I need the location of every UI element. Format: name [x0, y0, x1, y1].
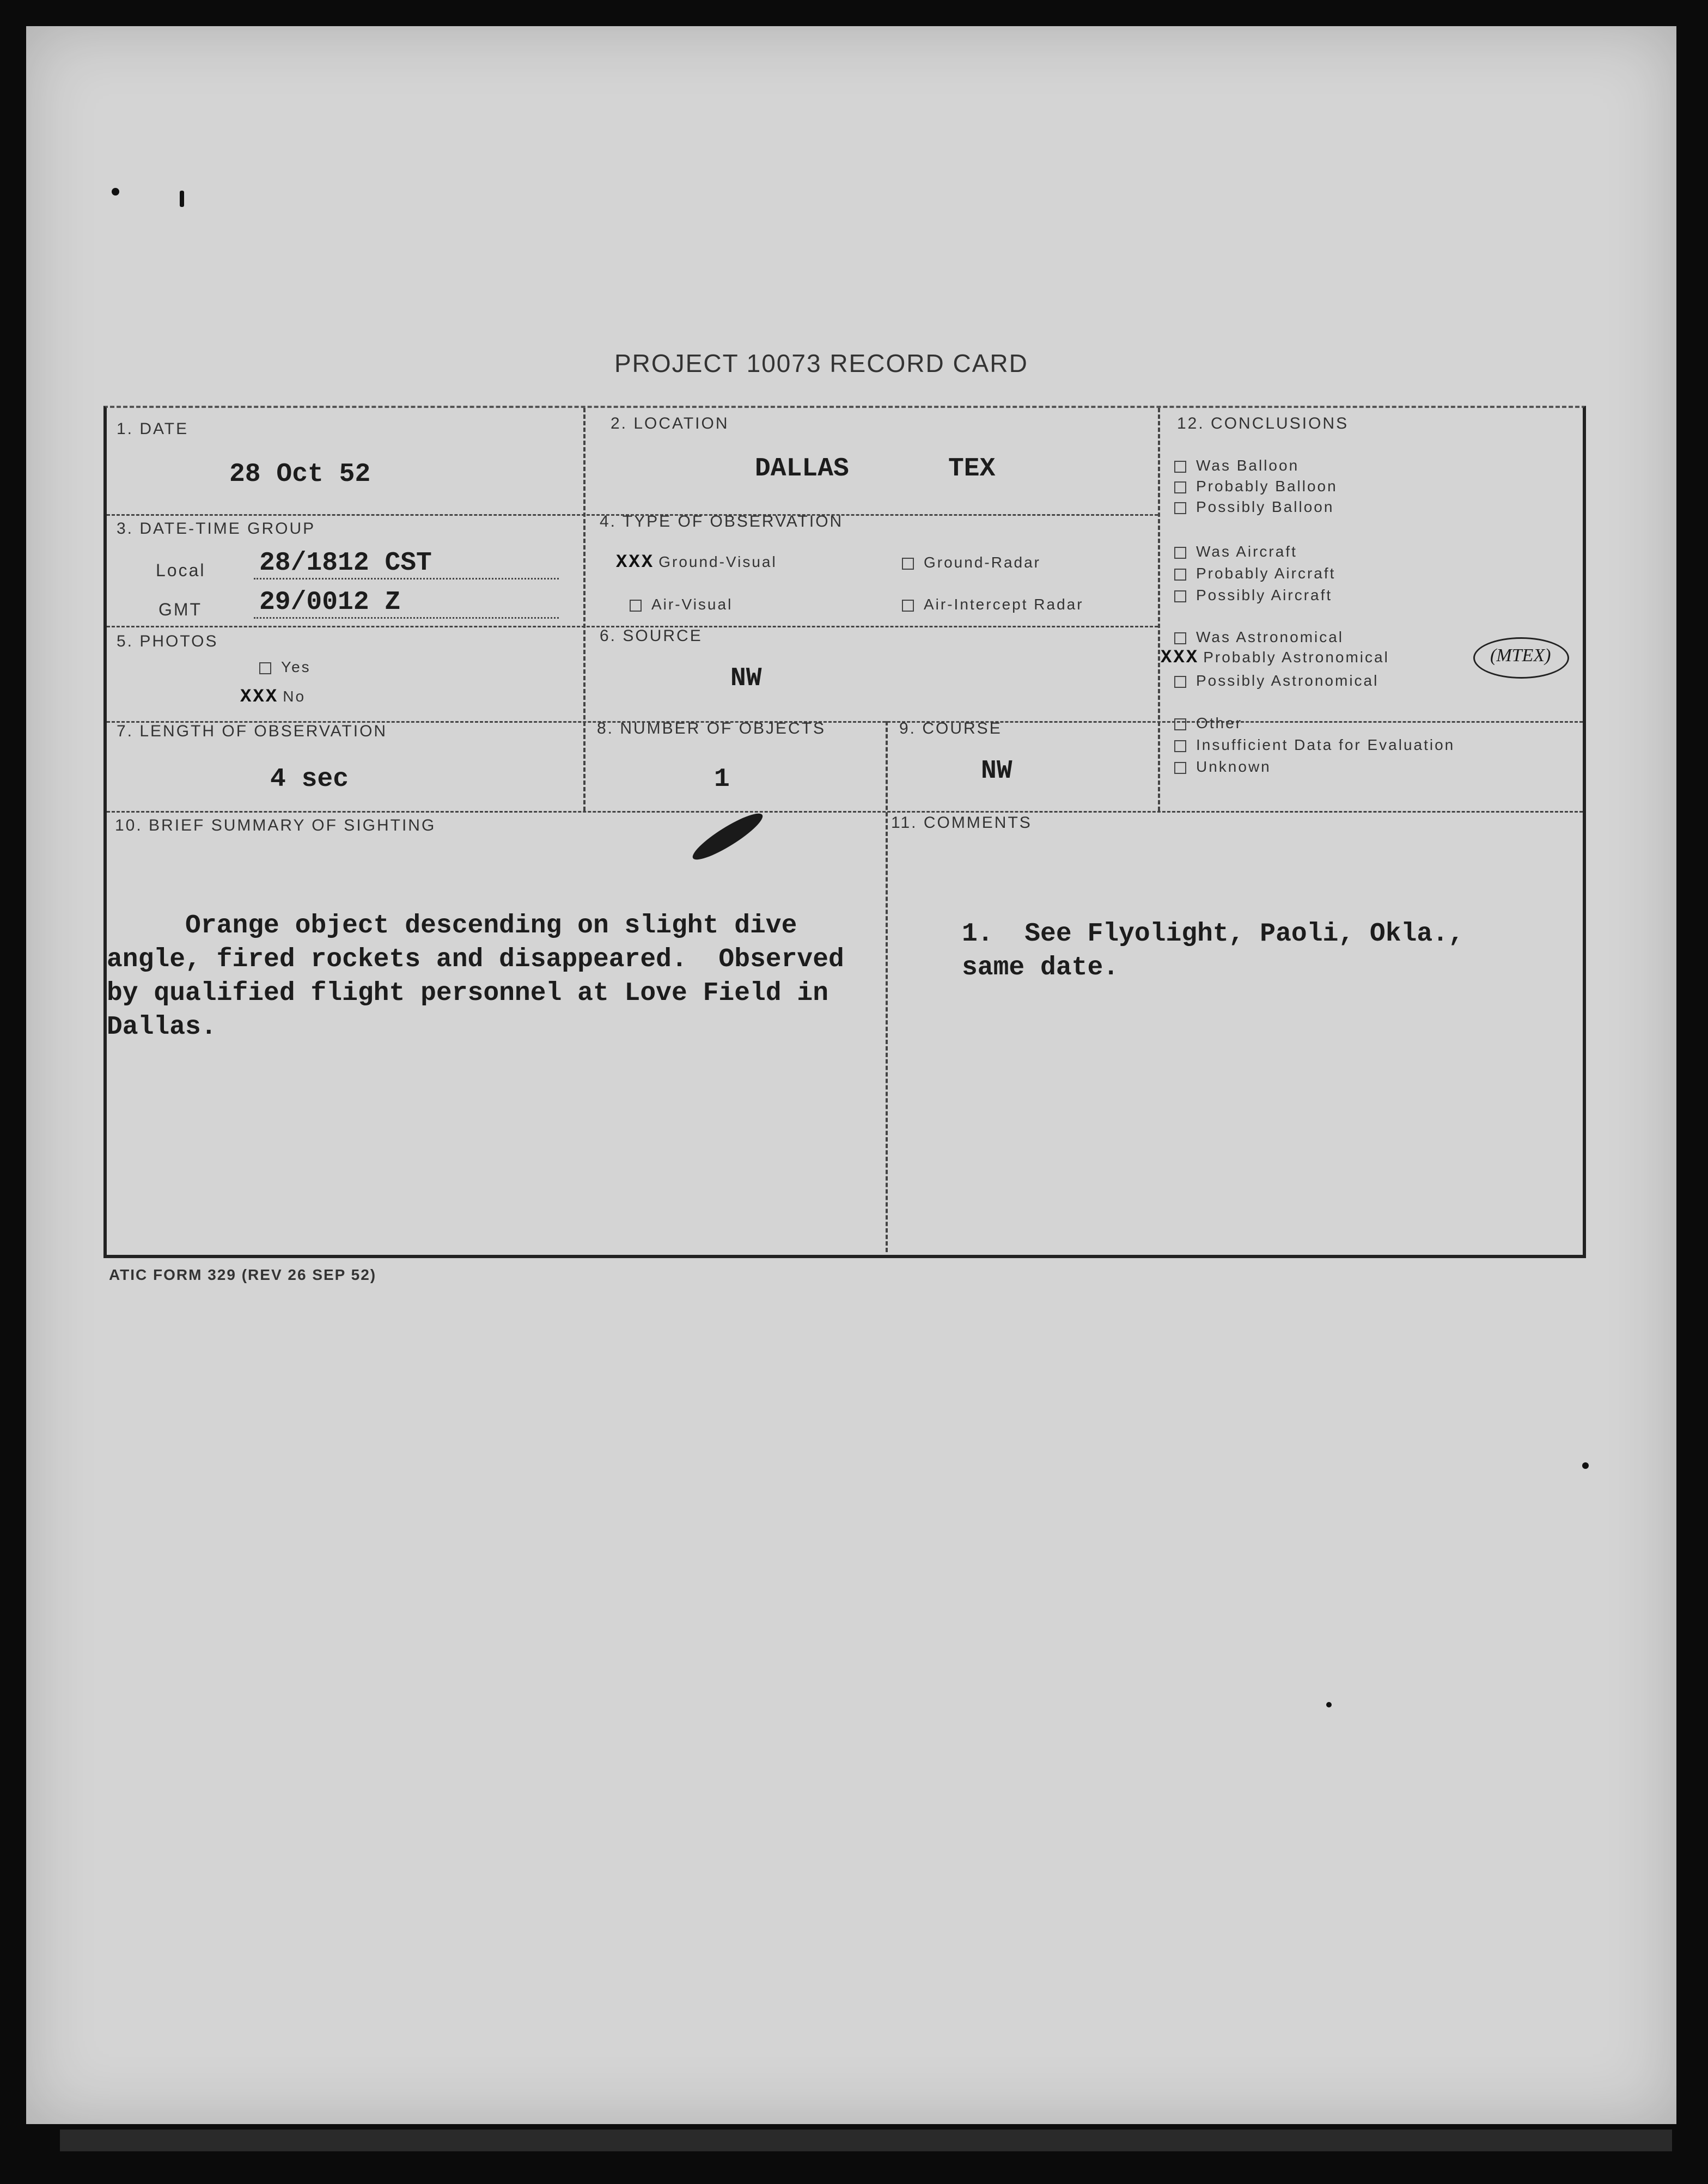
scan-edge — [60, 2130, 1672, 2151]
checkbox-icon — [1174, 547, 1186, 559]
ink-stroke — [688, 807, 767, 866]
checkbox-icon — [1174, 481, 1186, 493]
course-value: NW — [981, 757, 1012, 786]
scan-speck — [1582, 1462, 1589, 1469]
checkbox-icon — [630, 600, 642, 612]
checkbox-icon — [259, 662, 271, 674]
conclusion-item: Possibly Balloon — [1174, 498, 1334, 516]
checkbox-icon — [1174, 461, 1186, 473]
local-label: Local — [156, 560, 206, 580]
scan-speck — [112, 188, 119, 196]
column-divider — [583, 408, 585, 811]
photos-label: 5. PHOTOS — [117, 632, 218, 650]
conclusion-item: Probably Aircraft — [1174, 565, 1335, 582]
number-of-objects-label: 8. NUMBER OF OBJECTS — [597, 719, 826, 737]
conclusions-label: 12. CONCLUSIONS — [1177, 414, 1349, 432]
location-city: DALLAS — [755, 454, 849, 484]
form-footer: ATIC FORM 329 (REV 26 SEP 52) — [109, 1266, 377, 1283]
conclusion-item: Was Balloon — [1174, 457, 1299, 474]
comments-label: 11. COMMENTS — [891, 814, 1032, 832]
conclusion-item: Insufficient Data for Evaluation — [1174, 736, 1455, 754]
conclusion-item: Was Aircraft — [1174, 543, 1297, 560]
location-state: TEX — [948, 454, 996, 484]
annotation-text: (MTEX) — [1490, 645, 1551, 666]
location-label: 2. LOCATION — [611, 414, 729, 432]
air-visual-text: Air-Visual — [651, 596, 733, 613]
checked-mark: XXX — [616, 552, 655, 573]
record-card — [103, 406, 1586, 1258]
row-divider — [107, 811, 1583, 813]
date-value: 28 Oct 52 — [229, 460, 371, 489]
conclusion-item: Probably Balloon — [1174, 478, 1338, 495]
type-of-observation-label: 4. TYPE OF OBSERVATION — [600, 513, 844, 530]
conclusion-item-checked: XXX Probably Astronomical — [1161, 648, 1389, 668]
scan-speck — [180, 191, 184, 207]
ground-radar-option — [902, 554, 1041, 571]
length-of-observation-label: 7. LENGTH OF OBSERVATION — [117, 722, 388, 740]
checkbox-icon — [1174, 502, 1186, 514]
checkbox-icon — [1174, 632, 1186, 644]
checkbox-icon — [902, 600, 914, 612]
photos-no-option — [240, 687, 306, 707]
conclusion-item: Other — [1174, 715, 1242, 732]
gmt-time-value: 29/0012 Z — [259, 588, 401, 617]
air-visual-option — [630, 596, 733, 613]
column-divider — [886, 721, 888, 1252]
conclusion-item: Was Astronomical — [1174, 629, 1344, 646]
air-intercept-radar-text: Air-Intercept Radar — [924, 596, 1084, 613]
air-intercept-radar-option — [902, 596, 1084, 613]
checked-mark: XXX — [240, 687, 279, 707]
conclusion-item: Unknown — [1174, 758, 1271, 776]
source-value: NW — [730, 664, 762, 693]
card-title: PROJECT 10073 RECORD CARD — [614, 349, 1028, 377]
checkbox-icon — [1174, 676, 1186, 688]
checkbox-icon — [1174, 762, 1186, 774]
checkbox-icon — [1174, 569, 1186, 581]
comments-text: 1. See Flyolight, Paoli, Okla., same date. — [962, 919, 1464, 983]
ground-visual-option — [616, 552, 777, 573]
photos-no-text: No — [283, 688, 306, 705]
brief-summary-text: Orange object descending on slight dive angle, fired rockets and disappeared. Observed by qualified flight personnel at Love Field in Dallas. — [107, 911, 844, 1042]
checked-mark: XXX — [1161, 648, 1199, 668]
checkbox-icon — [1174, 740, 1186, 752]
gmt-label: GMT — [158, 600, 203, 619]
photos-yes-option — [259, 658, 311, 676]
conclusion-item: Possibly Aircraft — [1174, 587, 1332, 604]
checkbox-icon — [1174, 590, 1186, 602]
column-divider — [1158, 408, 1160, 811]
date-label: 1. DATE — [117, 420, 189, 438]
checkbox-icon — [902, 558, 914, 570]
scan-speck — [1326, 1702, 1332, 1707]
local-time-underline — [254, 578, 559, 579]
source-label: 6. SOURCE — [600, 627, 703, 645]
number-of-objects-value: 1 — [714, 765, 730, 794]
photos-yes-text: Yes — [281, 658, 311, 675]
ground-radar-text: Ground-Radar — [924, 554, 1041, 571]
ground-visual-text: Ground-Visual — [658, 553, 777, 570]
checkbox-icon — [1174, 718, 1186, 730]
course-label: 9. COURSE — [899, 719, 1002, 737]
length-of-observation-value: 4 sec — [270, 765, 349, 794]
local-time-value: 28/1812 CST — [259, 548, 432, 578]
date-time-group-label: 3. DATE-TIME GROUP — [117, 520, 316, 538]
conclusion-item: Possibly Astronomical — [1174, 672, 1378, 690]
handwritten-annotation — [1473, 637, 1569, 679]
gmt-time-underline — [254, 617, 559, 619]
brief-summary-label: 10. BRIEF SUMMARY OF SIGHTING — [115, 816, 436, 834]
